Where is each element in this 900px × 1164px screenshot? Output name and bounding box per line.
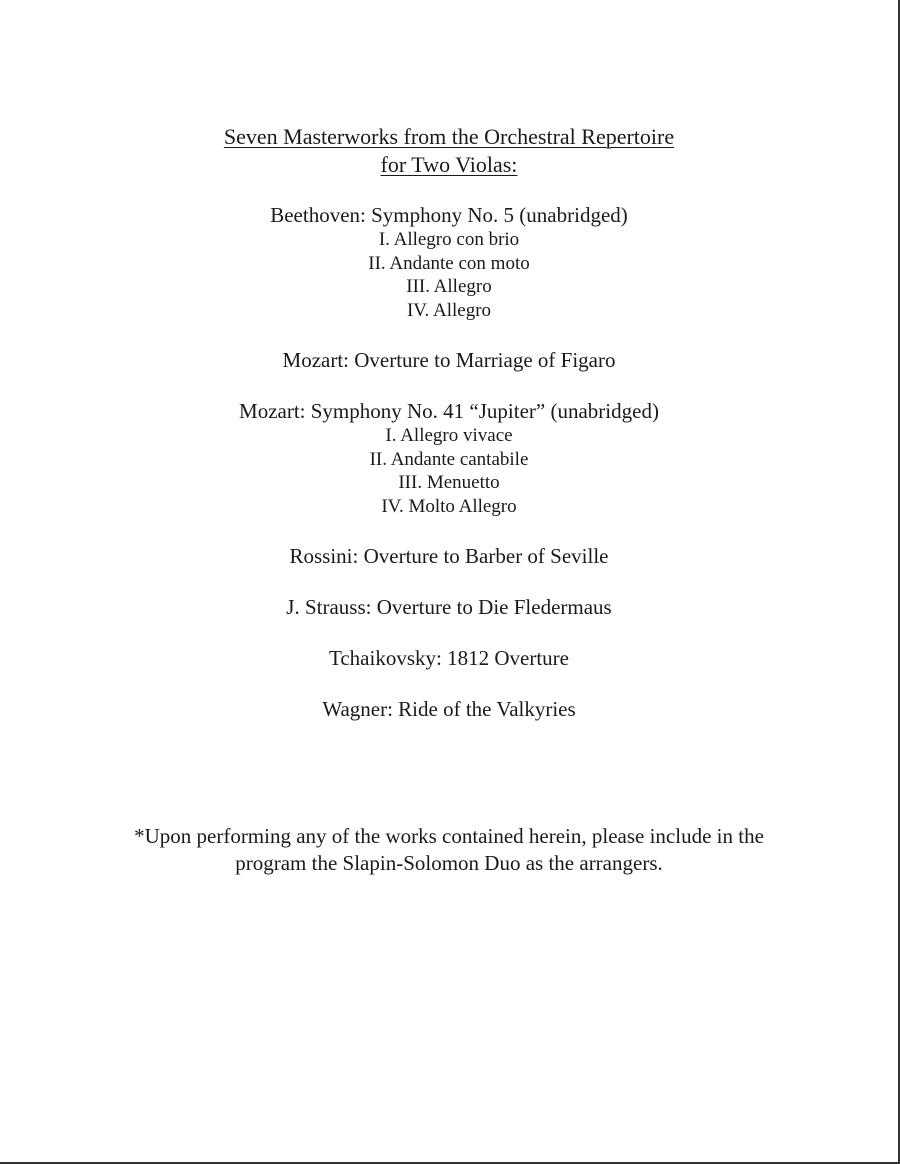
title-line-2: for Two Violas: [380, 152, 518, 177]
work-tchaikovsky-1812 [0, 645, 898, 671]
footnote-line-1: *Upon performing any of the works contained herein, please include in the [134, 824, 764, 848]
movement-item: III. Allegro [406, 276, 492, 297]
work-title: J. Strauss: Overture to Die Fledermaus [286, 595, 612, 619]
work-strauss-fledermaus [0, 594, 898, 620]
work-wagner-valkyries [0, 696, 898, 722]
movement-item: IV. Allegro [406, 299, 492, 321]
footnote-line-2: program the Slapin-Solomon Duo as the arrangers. [235, 851, 663, 875]
document-title [0, 123, 898, 179]
work-rossini-barber [0, 543, 898, 569]
work-mozart-figaro [0, 347, 898, 373]
work-title: Beethoven: Symphony No. 5 (unabridged) [270, 203, 628, 227]
movement-item: II. Andante con moto [368, 252, 530, 274]
movement-item: I. Allegro vivace [385, 425, 513, 446]
movement-item: II. Andante cantabile [369, 448, 529, 470]
work-title: Mozart: Overture to Marriage of Figaro [282, 348, 616, 372]
work-title: Tchaikovsky: 1812 Overture [329, 646, 569, 670]
movement-item: III. Menuetto [398, 472, 500, 493]
work-title: Mozart: Symphony No. 41 “Jupiter” (unabridged) [239, 399, 659, 423]
work-mozart-symphony-41 [0, 398, 898, 518]
movement-item: I. Allegro con brio [378, 229, 520, 250]
work-title: Wagner: Ride of the Valkyries [322, 697, 576, 721]
work-title: Rossini: Overture to Barber of Seville [289, 544, 609, 568]
attribution-footnote [0, 823, 898, 877]
movement-item: IV. Molto Allegro [381, 495, 517, 517]
work-beethoven-symphony-5 [0, 202, 898, 322]
title-line-1: Seven Masterworks from the Orchestral Repertoire [223, 124, 675, 149]
